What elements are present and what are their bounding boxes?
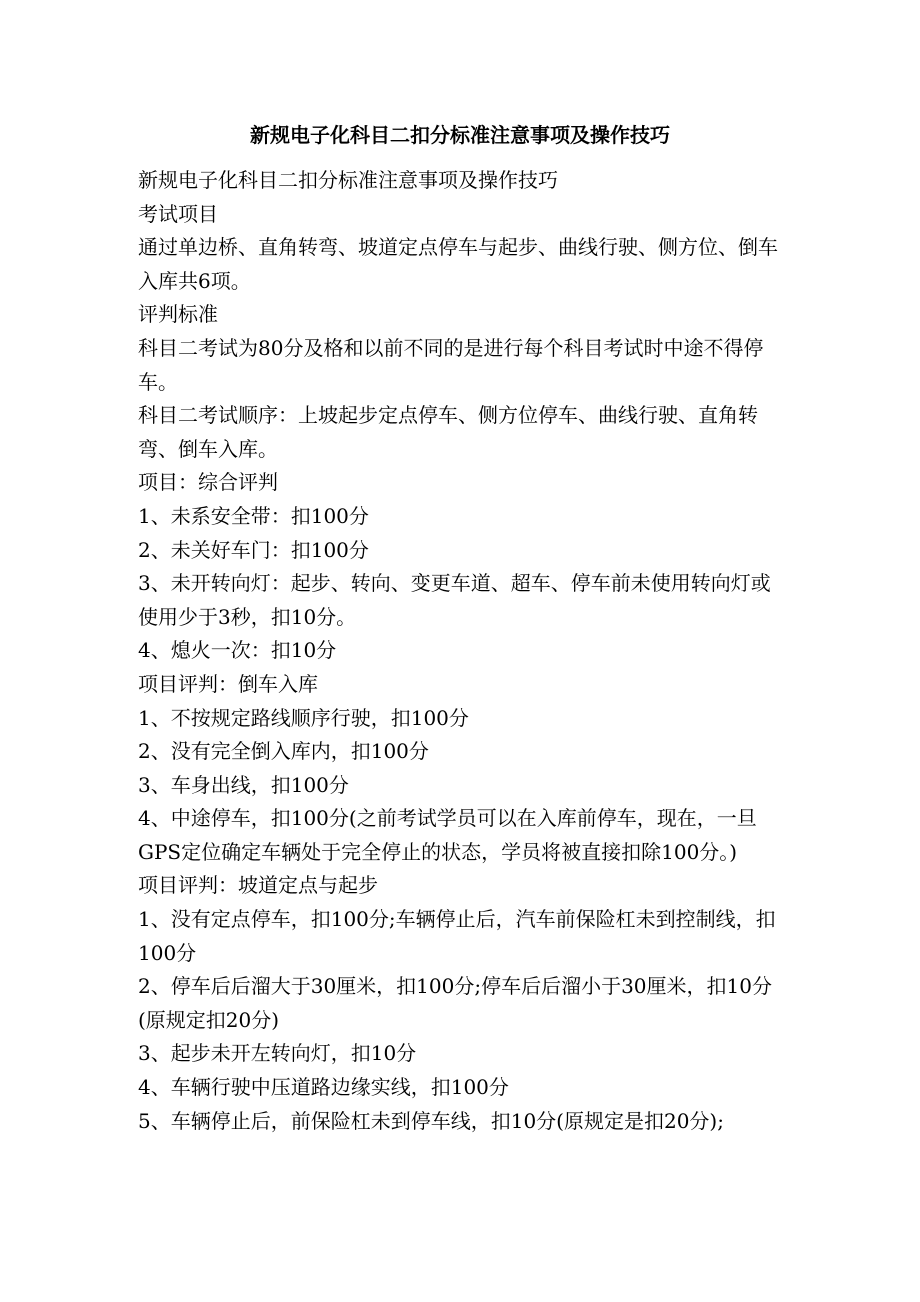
heading-slope-start: 项目评判：坡道定点与起步 [138,873,378,898]
list-item: 5、车辆停止后，前保险杠未到停车线，扣10分(原规定是扣20分); [138,1108,724,1133]
heading-exam-items: 考试项目 [138,201,218,226]
document-body [138,164,788,1138]
list-item: 2、停车后后溜大于30厘米，扣100分;停车后后溜小于30厘米，扣10分(原规定扣20分) [138,974,772,1032]
list-item: 3、起步未开左转向灯，扣10分 [138,1041,417,1066]
list-item: 4、中途停车，扣100分(之前考试学员可以在入库前停车，现在，一旦GPS定位确定车辆处于完全停止的状态，学员将被直接扣除100分。) [138,806,757,864]
heading-criteria: 评判标准 [138,302,218,327]
heading-general: 项目：综合评判 [138,470,278,495]
list-item: 2、没有完全倒入库内，扣100分 [138,739,429,764]
paragraph-subtitle: 新规电子化科目二扣分标准注意事项及操作技巧 [138,168,558,192]
list-item: 3、车身出线，扣100分 [138,772,349,797]
list-item: 4、熄火一次：扣10分 [138,638,337,663]
list-item: 2、未关好车门：扣100分 [138,537,369,562]
list-item: 1、未系安全带：扣100分 [138,503,369,528]
paragraph-exam-items: 通过单边桥、直角转弯、坡道定点停车与起步、曲线行驶、侧方位、倒车入库共6项。 [138,235,778,293]
list-item: 4、车辆行驶中压道路边缘实线，扣100分 [138,1075,509,1100]
list-item: 3、未开转向灯：起步、转向、变更车道、超车、停车前未使用转向灯或使用少于3秒，扣10分。 [138,571,771,629]
list-item: 1、不按规定路线顺序行驶，扣100分 [138,705,469,730]
paragraph-exam-order: 科目二考试顺序：上坡起步定点停车、侧方位停车、曲线行驶、直角转弯、倒车入库。 [138,403,758,461]
list-item: 1、没有定点停车，扣100分;车辆停止后，汽车前保险杠未到控制线，扣100分 [138,907,776,965]
document-title: 新规电子化科目二扣分标准注意事项及操作技巧 [250,123,670,147]
heading-reverse-parking: 项目评判：倒车入库 [138,671,318,696]
paragraph-pass-score: 科目二考试为80分及格和以前不同的是进行每个科目考试时中途不得停车。 [138,335,764,394]
